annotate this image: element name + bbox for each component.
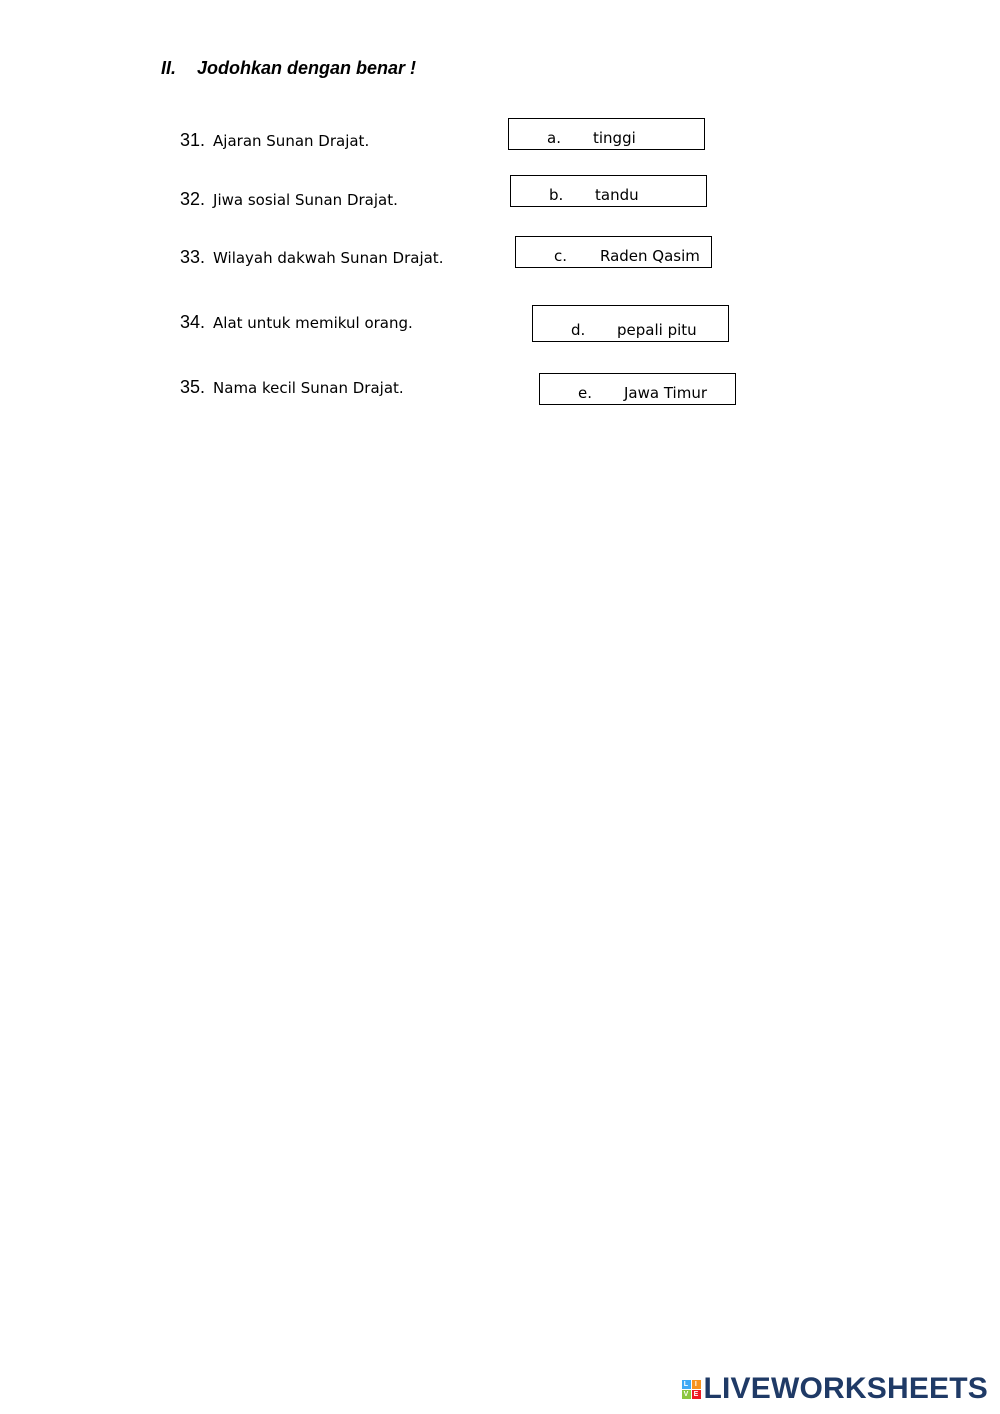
- answer-letter: d.: [571, 321, 586, 339]
- answer-box-a[interactable]: [508, 118, 705, 150]
- section-title: Jodohkan dengan benar !: [197, 58, 417, 78]
- question-number: 34.: [180, 312, 206, 332]
- question-text: Jiwa sosial Sunan Drajat.: [213, 191, 398, 209]
- answer-letter: b.: [549, 186, 564, 204]
- answer-box-c[interactable]: [515, 236, 712, 268]
- question-text: Alat untuk memikul orang.: [213, 314, 413, 332]
- question-number: 33.: [180, 247, 206, 267]
- question-number: 32.: [180, 189, 206, 209]
- answer-box-b[interactable]: [510, 175, 707, 207]
- question-text: Nama kecil Sunan Drajat.: [213, 379, 404, 397]
- answer-value: Jawa Timur: [624, 384, 707, 402]
- answer-letter: e.: [578, 384, 592, 402]
- logo-tile: V: [682, 1390, 691, 1399]
- question-31: [180, 130, 369, 151]
- answer-value: Raden Qasim: [600, 247, 700, 265]
- liveworksheets-logo-icon: [682, 1380, 701, 1399]
- section-number: II.: [161, 58, 177, 78]
- question-33: [180, 247, 443, 268]
- question-32: [180, 189, 398, 210]
- question-text: Wilayah dakwah Sunan Drajat.: [213, 249, 444, 267]
- logo-tile: E: [692, 1390, 701, 1399]
- question-number: 35.: [180, 377, 206, 397]
- answer-value: tinggi: [593, 129, 636, 147]
- liveworksheets-brand: [682, 1372, 989, 1406]
- logo-tile: I: [692, 1380, 701, 1389]
- answer-letter: c.: [554, 247, 568, 265]
- answer-value: pepali pitu: [617, 321, 697, 339]
- question-35: [180, 377, 404, 398]
- question-number: 31.: [180, 130, 206, 150]
- answer-box-d[interactable]: [532, 305, 729, 342]
- answer-letter: a.: [547, 129, 561, 147]
- section-heading: [161, 58, 416, 79]
- question-34: [180, 312, 413, 333]
- answer-box-e[interactable]: [539, 373, 736, 405]
- logo-tile: L: [682, 1380, 691, 1389]
- question-text: Ajaran Sunan Drajat.: [213, 132, 370, 150]
- answer-value: tandu: [595, 186, 639, 204]
- brand-text: LIVEWORKSHEETS: [703, 1372, 988, 1405]
